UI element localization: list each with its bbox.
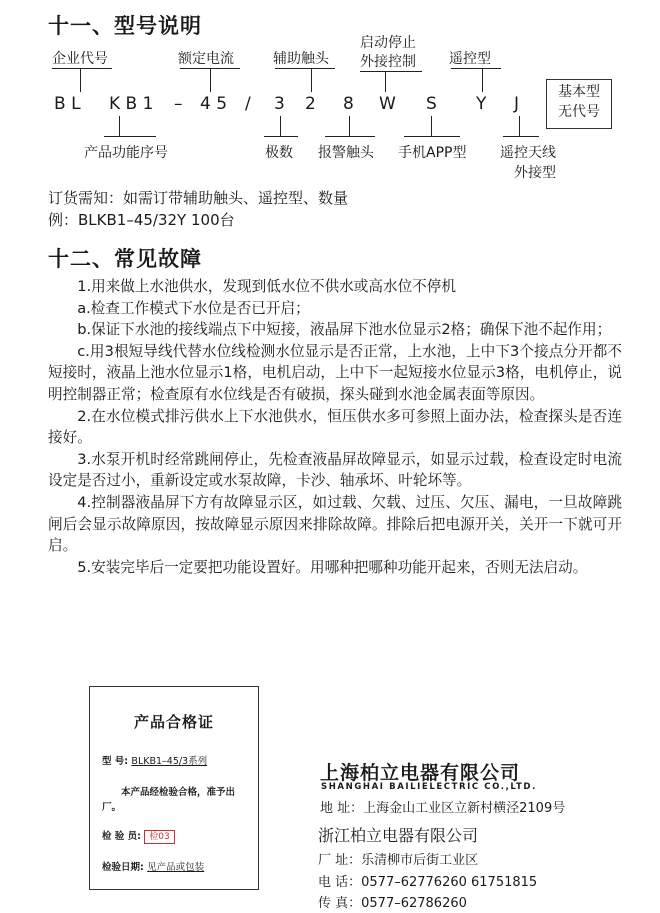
code-poles: 3 [274, 94, 285, 114]
code-s: S [426, 94, 437, 114]
section-heading-faults: 十二、常见故障 [48, 247, 202, 271]
code-y: Y [476, 94, 487, 114]
code-amps: 4 5 [200, 94, 228, 114]
fault-1a: a.检查工作模式下水位是否已开启； [77, 299, 310, 317]
basic-type-line1: 基本型 [558, 84, 600, 100]
connector-poles [280, 116, 281, 136]
certificate-inspector-row [102, 828, 175, 844]
label-aux-contact: 辅助触头 [273, 51, 329, 67]
code-slash: / [245, 94, 251, 114]
certificate-inspector-label: 检 验 员: [102, 831, 141, 842]
connector-function-seq [119, 116, 120, 136]
zhejiang-company-name: 浙江柏立电器有限公司 [318, 826, 479, 845]
shanghai-company-english: SHANGHAI BAILIELECTRIC CO.,LTD. [321, 782, 537, 792]
fault-2: 2.在水位模式排污供水上下水池供水，恒压供水多可参照上面办法，检查探头是否连接好。 [48, 407, 622, 447]
shanghai-company-name: 上海柏立电器有限公司 [320, 762, 521, 784]
code-aux: 2 [305, 94, 316, 114]
bracket-alarm [325, 136, 375, 137]
bracket-poles [264, 136, 298, 137]
label-start-stop-1: 启动停止 [360, 35, 416, 51]
code-alarm: 8 [343, 94, 354, 114]
label-enterprise-code: 企业代号 [52, 51, 108, 67]
certificate-statement: 本产品经检验合格，准予出厂。 [102, 787, 236, 813]
certificate-date-value: 见产品或包装 [147, 862, 205, 873]
label-antenna-2: 外接型 [514, 165, 556, 181]
bracket-enterprise [52, 68, 112, 69]
connector-app [431, 116, 432, 136]
code-dash: – [174, 94, 183, 114]
fault-1c: c.用3根短导线代替水位线检测水位显示是否正常，上水池，上中下3个接点分开都不短接时，液晶上池水位显示1格，电机启动，上中下一起短接水位显示3格，电机停止，说明控制器正常；检查原有水位线是否有破损，探头碰到水池金属表面等原因。 [48, 342, 622, 403]
label-antenna-1: 遥控天线 [500, 145, 556, 161]
basic-type-line2: 无代号 [558, 104, 600, 120]
bracket-aux [275, 68, 335, 69]
certificate-date-row [102, 859, 204, 873]
code-j: J [514, 94, 520, 114]
bracket-start-stop [360, 71, 422, 72]
bracket-remote [451, 68, 501, 69]
connector-start-stop [385, 71, 386, 92]
product-certificate [89, 686, 259, 890]
label-poles: 极数 [265, 145, 293, 161]
label-rated-current: 额定电流 [178, 51, 234, 67]
label-remote: 遥控型 [449, 51, 491, 67]
fault-list [48, 276, 622, 578]
fault-4: 4.控制器液晶屏下方有故障显示区，如过载、欠载、过压、欠压、漏电，一旦故障跳闸后会显示故障原因，按故障显示原因来排除故障。排除后把电源开关，关开一下就可开启。 [48, 493, 622, 555]
factory-address: 厂 址：乐清柳市后街工业区 [318, 853, 479, 868]
connector-aux [311, 68, 312, 92]
phone-number: 电 话：0577–62776260 61751815 [318, 875, 538, 890]
bracket-function-seq [104, 136, 156, 137]
order-example: 例：BLKB1–45/32Y 100台 [48, 211, 235, 229]
certificate-date-label: 检验日期: [102, 862, 144, 873]
inspector-stamp: 检03 [144, 830, 174, 844]
connector-antenna [519, 116, 520, 136]
bracket-app [404, 136, 460, 137]
bracket-antenna [503, 136, 539, 137]
fault-1b: b.保证下水池的接线端点下中短接，液晶屏下池水位显示2格；确保下池不起作用； [77, 321, 612, 339]
order-note: 订货需知：如需订带辅助触头、遥控型、数量 [48, 189, 349, 207]
connector-alarm [349, 116, 350, 136]
label-alarm-contact: 报警触头 [318, 145, 374, 161]
fault-1: 1.用来做上水池供水，发现到低水位不供水或高水位不停机 [77, 278, 456, 295]
basic-type-box [546, 79, 612, 129]
code-w: W [379, 94, 396, 114]
connector-remote [482, 68, 483, 92]
certificate-title: 产品合格证 [133, 713, 214, 731]
fault-3: 3.水泵开机时经常跳闸停止，先检查液晶屏故障显示，如显示过载，检查设定时电流设定是否过小，重新设定或水泵故障，卡沙、轴承坏、叶轮坏等。 [48, 450, 622, 490]
certificate-model-row [102, 753, 207, 767]
certificate-model-value: BLKB1–45/3系列 [131, 756, 208, 767]
label-start-stop-2: 外接控制 [360, 54, 416, 70]
connector-rated-current [210, 68, 211, 92]
shanghai-address: 地 址：上海金山工业区立新村横泾2109号 [320, 801, 566, 816]
certificate-model-label: 型 号: [102, 756, 129, 767]
code-bl: B L [54, 94, 81, 114]
section-heading-model: 十一、型号说明 [48, 14, 202, 38]
code-kb1: K B 1 [109, 94, 154, 114]
fax-number: 传 真：0577–62786260 [318, 896, 467, 911]
connector-enterprise [80, 68, 81, 92]
fault-5: 5.安装完毕后一定要把功能设置好。用哪种把哪种功能开起来，否则无法启动。 [77, 558, 588, 576]
label-app-type: 手机APP型 [398, 145, 467, 161]
label-function-seq: 产品功能序号 [84, 145, 168, 161]
